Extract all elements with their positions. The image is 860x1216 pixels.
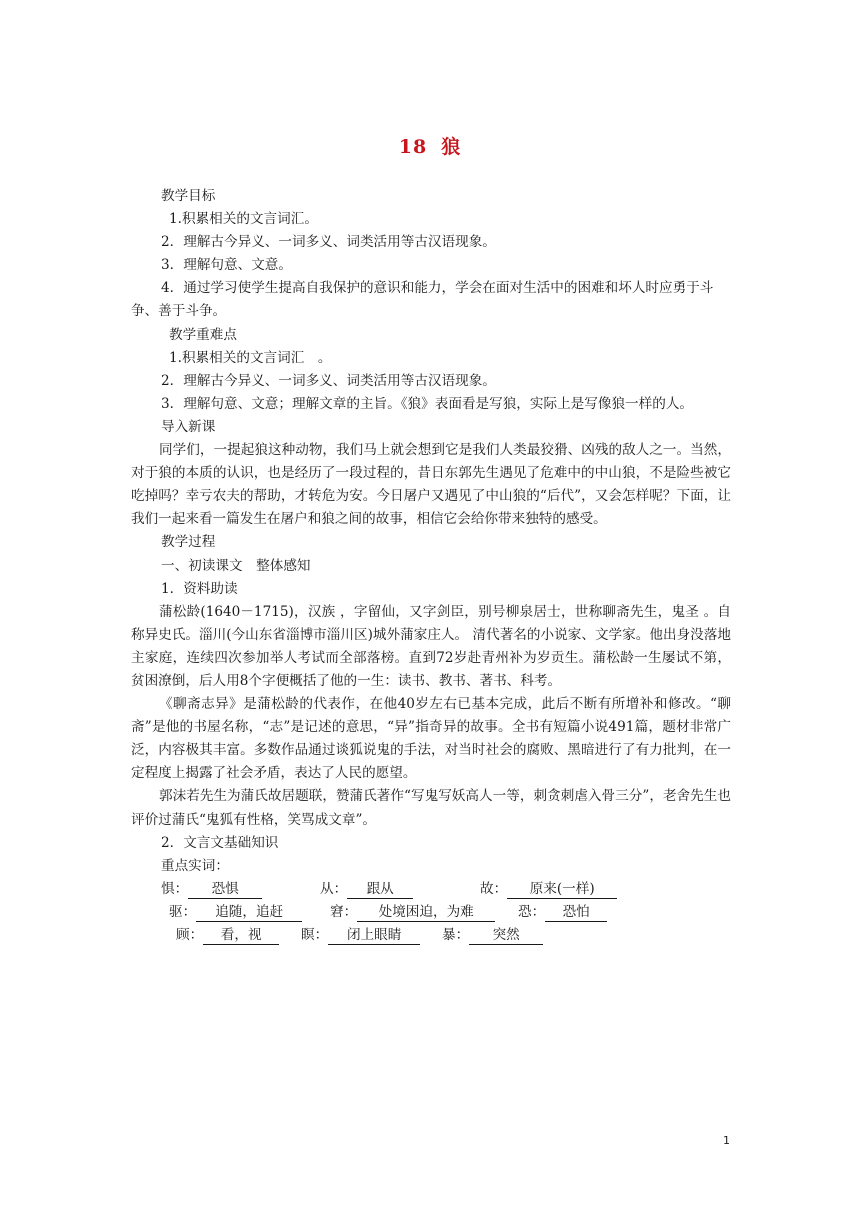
goal-item: 2．理解古今异义、一词多义、词类活用等古汉语现象。 <box>161 234 496 251</box>
vocab-item <box>176 924 279 947</box>
goal-item: 3．理解句意、文意。 <box>161 257 292 274</box>
vocab-word: 顾： <box>176 926 204 943</box>
vocab-word: 暴： <box>442 926 470 943</box>
key-point-item: 2．理解古今异义、一词多义、词类活用等古汉语现象。 <box>161 372 496 389</box>
subsection-heading: 1．资料助读 <box>161 580 238 597</box>
vocab-item <box>442 924 543 947</box>
vocab-answer: 突然 <box>469 926 543 945</box>
section-heading-process: 教学过程 <box>161 534 216 551</box>
document-body <box>131 185 731 947</box>
vocab-item <box>330 901 495 924</box>
vocab-row <box>131 878 731 901</box>
vocab-answer: 闭上眼睛 <box>328 926 420 945</box>
reading-paragraph: 蒲松龄(1640－1715)，汉族 ，字留仙，又字剑臣，别号柳泉居士，世称聊斋先生，鬼圣 。自称异史氏。淄川(今山东省淄博市淄川区)城外蒲家庄人。 清代著名的小说家、文学家。他出身没落地主家庭，连续四次参加举人考试而全部落榜。直到72岁赴青州补为岁贡生。蒲松龄一生屡试不第，贫困潦倒，后人用8个字便概括了他的一生：读书、教书、著书、科考。 <box>131 603 731 689</box>
vocab-answer: 原来(一样) <box>507 880 617 899</box>
section-heading-key-points: 教学重难点 <box>169 326 237 343</box>
subsection-heading: 一、初读课文 整体感知 <box>161 557 311 574</box>
vocab-word: 从： <box>320 880 348 897</box>
page-number: 1 <box>723 1134 730 1147</box>
vocab-item <box>480 878 617 901</box>
lesson-name: 狼 <box>441 136 462 158</box>
vocab-item <box>169 901 302 924</box>
section-heading-intro: 导入新课 <box>161 418 216 435</box>
reading-paragraph: 郭沫若先生为蒲氏故居题联，赞蒲氏著作“写鬼写妖高人一等，刺贪刺虐入骨三分”，老舍先生也评价过蒲氏“鬼狐有性格，笑骂成文章”。 <box>131 788 731 828</box>
goal-item: 4．通过学习使学生提高自我保护的意识和能力，学会在面对生活中的困难和坏人时应勇于斗争、善于斗争。 <box>131 280 714 320</box>
vocab-heading: 重点实词： <box>161 857 229 874</box>
vocab-row <box>131 901 731 924</box>
vocab-item <box>161 878 262 901</box>
vocab-word: 恐： <box>518 903 546 920</box>
vocab-answer: 跟从 <box>347 880 413 899</box>
key-point-item: 1.积累相关的文言词汇 。 <box>169 349 332 366</box>
vocab-word: 瞑： <box>301 926 329 943</box>
vocab-answer: 恐怕 <box>545 903 607 922</box>
vocab-answer: 处境困迫，为难 <box>357 903 495 922</box>
vocab-word: 惧： <box>161 880 189 897</box>
lesson-title <box>0 132 860 159</box>
vocab-word: 故： <box>480 880 508 897</box>
subsection-heading: 2．文言文基础知识 <box>161 834 279 851</box>
vocab-word: 驱： <box>169 903 197 920</box>
reading-paragraph: 《聊斋志异》是蒲松龄的代表作，在他40岁左右已基本完成，此后不断有所增补和修改。“聊斋”是他的书屋名称，“志”是记述的意思，“异”指奇异的故事。全书有短篇小说491篇，题材非常广泛，内容极其丰富。多数作品通过谈狐说鬼的手法，对当时社会的腐败、黑暗进行了有力批判，在一定程度上揭露了社会矛盾，表达了人民的愿望。 <box>131 696 731 782</box>
vocab-item <box>518 901 607 924</box>
vocab-answer: 看，视 <box>203 926 279 945</box>
intro-paragraph: 同学们，一提起狼这种动物，我们马上就会想到它是我们人类最狡猾、凶残的敌人之一。当然，对于狼的本质的认识，也是经历了一段过程的，昔日东郭先生遇见了危难中的中山狼，不是险些被它吃掉吗？幸亏农夫的帮助，才转危为安。今日屠户又遇见了中山狼的“后代”，又会怎样呢？下面，让我们一起来看一篇发生在屠户和狼之间的故事，相信它会给你带来独特的感受。 <box>131 442 731 528</box>
lesson-number: 18 <box>398 136 428 158</box>
vocab-answer: 追随，追赶 <box>196 903 302 922</box>
goal-item: 1.积累相关的文言词汇。 <box>169 211 318 228</box>
vocab-row <box>131 924 731 947</box>
key-point-item: 3．理解句意、文意；理解文章的主旨。《狼》表面看是写狼，实际上是写像狼一样的人。 <box>161 395 694 412</box>
vocab-word: 窘： <box>330 903 358 920</box>
vocab-item <box>301 924 420 947</box>
vocab-answer: 恐惧 <box>188 880 262 899</box>
section-heading-goals: 教学目标 <box>161 188 216 204</box>
vocab-item <box>320 878 413 901</box>
